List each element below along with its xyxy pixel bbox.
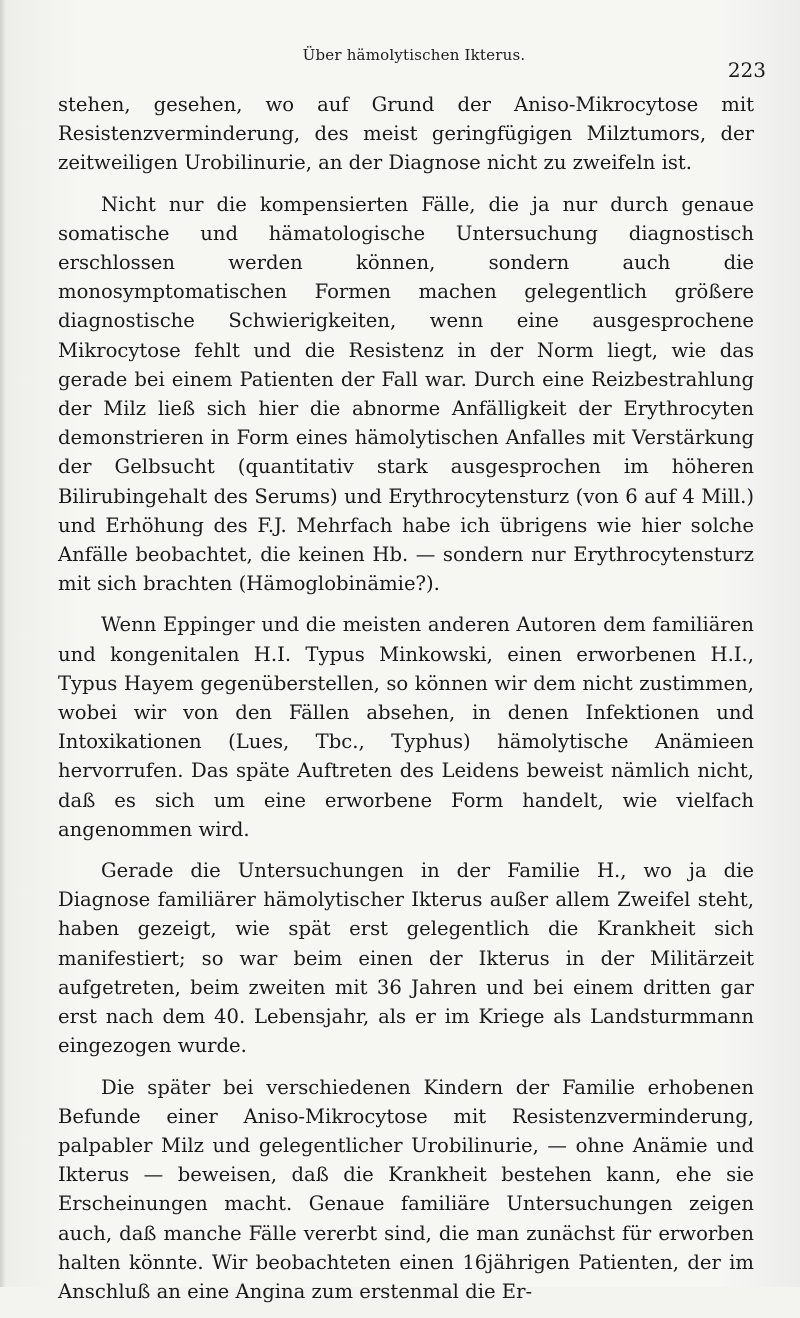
paragraph-continuation: stehen, gesehen, wo auf Grund der Aniso-Mikrocytose mit Resistenzverminderung, des meist geringfügigen Milztumors, der zeitweiligen Urobilinurie, an der Diagnose nicht zu zweifeln ist. <box>58 93 754 175</box>
running-title: Über hämolytischen Ikterus. <box>302 46 526 64</box>
paragraph: Wenn Eppinger und die meisten anderen Autoren dem familiären und kongenitalen H.I. Typus Minkowski, einen erworbenen H.I., Typus Hayem gegenüberstellen, so können wir dem nicht zustimmen, wobei wir von den Fällen absehen, in denen Infektionen und Intoxikationen (Lues, Tbc., Typhus) hämolytische Anämieen hervorrufen. Das späte Auftreten des Leidens beweist nämlich nicht, daß es sich um eine erworbene Form handelt, wie vielfach angenommen wird. <box>58 613 754 841</box>
page-gutter-shadow <box>0 0 6 1287</box>
body-text <box>58 90 754 1318</box>
running-head <box>0 46 800 64</box>
paragraph: Gerade die Untersuchungen in der Familie H., wo ja die Diagnose familiärer hämolytischer Ikterus außer allem Zweifel steht, haben gezeigt, wie spät erst gelegentlich die Krankheit sich manifestiert; so war beim einen der Ikterus in der Militärzeit aufgetreten, beim zweiten mit 36 Jahren und bei einem dritten gar erst nach dem 40. Lebensjahr, als er im Kriege als Landsturmmann eingezogen wurde. <box>58 859 754 1058</box>
paragraph: Die später bei verschiedenen Kindern der Familie erhobenen Befunde einer Aniso-Mikrocytose mit Resistenzverminderung, palpabler Milz und gelegentlicher Urobilinurie, — ohne Anämie und Ikterus — beweisen, daß die Krankheit bestehen kann, ehe sie Erscheinungen macht. Genaue familiäre Untersuchungen zeigen auch, daß manche Fälle vererbt sind, die man zunächst für erworben halten könnte. Wir beobachteten einen 16jährigen Patienten, der im Anschluß an eine Angina zum erstenmal die Er- <box>58 1075 754 1303</box>
paragraph: Nicht nur die kompensierten Fälle, die ja nur durch genaue somatische und hämatologische Untersuchung diagnostisch erschlossen werden können, sondern auch die monosymptomatischen Formen machen gelegentlich größere diagnostische Schwierigkeiten, wenn eine ausgesprochene Mikrocytose fehlt und die Resistenz in der Norm liegt, wie das gerade bei einem Patienten der Fall war. Durch eine Reizbestrahlung der Milz ließ sich hier die abnorme Anfälligkeit der Erythrocyten demonstrieren in Form eines hämolytischen Anfalles mit Verstärkung der Gelbsucht (quantitativ stark ausgesprochen im höheren Bilirubingehalt des Serums) und Erythrocytensturz (von 6 auf 4 Mill.) und Erhöhung des F.J. Mehrfach habe ich übrigens wie hier solche Anfälle beobachtet, die keinen Hb. — sondern nur Erythrocytensturz mit sich brachten (Hämoglobinämie?). <box>58 192 754 596</box>
page-number: 223 <box>727 58 766 82</box>
